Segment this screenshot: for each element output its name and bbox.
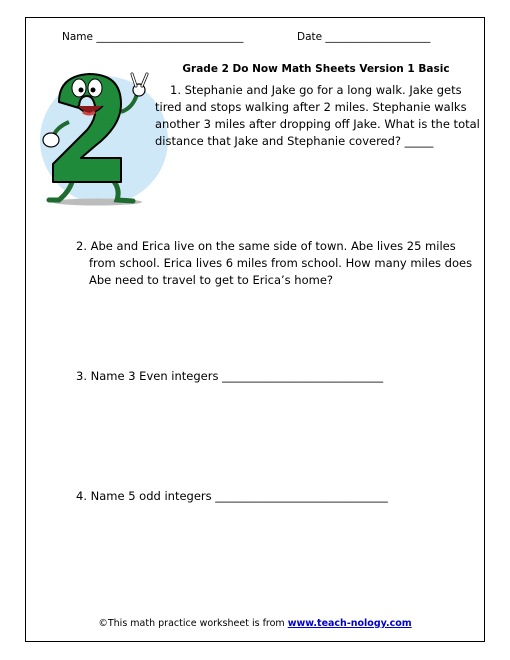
- teach-nology-link[interactable]: www.teach-nology.com: [287, 618, 412, 629]
- question-2: 2. Abe and Erica live on the same side of town. Abe lives 25 miles from school. Erica lives 6 miles from school. How many miles does Abe need to travel to get to Erica’s home?: [76, 239, 473, 287]
- worksheet-page: [25, 17, 485, 642]
- question-4: 4. Name 5 odd integers ______________________________: [76, 489, 388, 503]
- footer-credit: [26, 618, 484, 629]
- question-3: 3. Name 3 Even integers ____________________________: [76, 369, 384, 383]
- footer-prefix: ©This math practice worksheet is from: [98, 618, 288, 629]
- worksheet-title: Grade 2 Do Now Math Sheets Version 1 Basic: [182, 63, 450, 75]
- date-field-label: Date ____________________: [297, 31, 431, 43]
- name-field-label: Name ____________________________: [62, 31, 244, 43]
- question-1: 1. Stephanie and Jake go for a long walk. Jake gets tired and stops walking after 2 miles. Stephanie walks another 3 miles after dropping off Jake. What is the total distance that Jake and Stephanie covered? _____: [155, 83, 480, 148]
- number-two-mascot-icon: [29, 50, 174, 210]
